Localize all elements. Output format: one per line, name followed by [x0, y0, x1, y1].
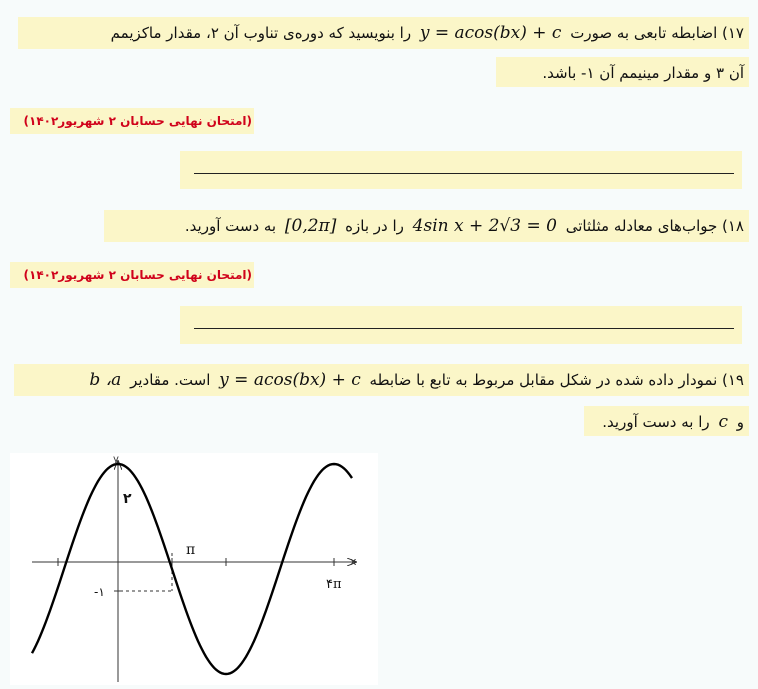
q18-line: [185, 213, 744, 239]
four-pi-label: ۴π: [326, 577, 342, 592]
max-label: ۲: [123, 491, 132, 507]
cosine-graph: [10, 453, 378, 685]
q17-source: (امتحان نهایی حسابان ۲ شهریور۱۴۰۲): [23, 114, 252, 128]
q19-line2-rest: را به دست آورید.: [602, 413, 710, 431]
q17-answer-box: [180, 151, 742, 189]
q19-formula: y = acos(bx) + c: [219, 370, 361, 390]
q18-text-middle: را در بازه: [345, 217, 404, 235]
cosine-curve: [32, 464, 352, 674]
pi-label: π: [186, 542, 196, 558]
q18-answer-line: [194, 328, 734, 329]
q19-line1: [85, 367, 744, 393]
q17-line1: [111, 20, 744, 46]
cosine-graph-svg: [10, 453, 378, 685]
q18-interval: [0,2π]: [284, 216, 337, 236]
q17-text-after: را بنویسید که دوره‌ی تناوب آن ۲، مقدار ماکزیمم: [110, 24, 412, 42]
q19-c-var: c: [718, 412, 728, 432]
q17-text-before: ۱۷) اضابطه تابعی به صورت: [570, 24, 744, 42]
q19-text-after: است. مقادیر: [130, 371, 211, 389]
y-axis-label: y: [113, 454, 119, 465]
q17-answer-line: [194, 173, 734, 174]
q17-line2: آن ۳ و مقدار مینیمم آن ۱- باشد.: [542, 64, 744, 82]
q19-vars: b ،a: [89, 370, 122, 390]
q17-formula: y = acos(bx) + c: [419, 23, 562, 43]
q18-text-after: به دست آورید.: [184, 217, 277, 235]
q19-line2: [602, 409, 744, 435]
q19-and: و: [736, 413, 744, 431]
q18-source: (امتحان نهایی حسابان ۲ شهریور۱۴۰۲): [23, 268, 252, 282]
q18-equation: 4sin x + 2√3 = 0: [412, 216, 557, 236]
q18-answer-box: [180, 306, 742, 344]
q19-text-before: ۱۹) نمودار داده شده در شکل مقابل مربوط به تابع با ضابطه: [369, 371, 744, 389]
q18-text-before: ۱۸) جواب‌های معادله مثلثاتی: [565, 217, 744, 235]
x-axis-label: x: [350, 555, 357, 568]
min-marker-label: -۱: [94, 585, 105, 599]
